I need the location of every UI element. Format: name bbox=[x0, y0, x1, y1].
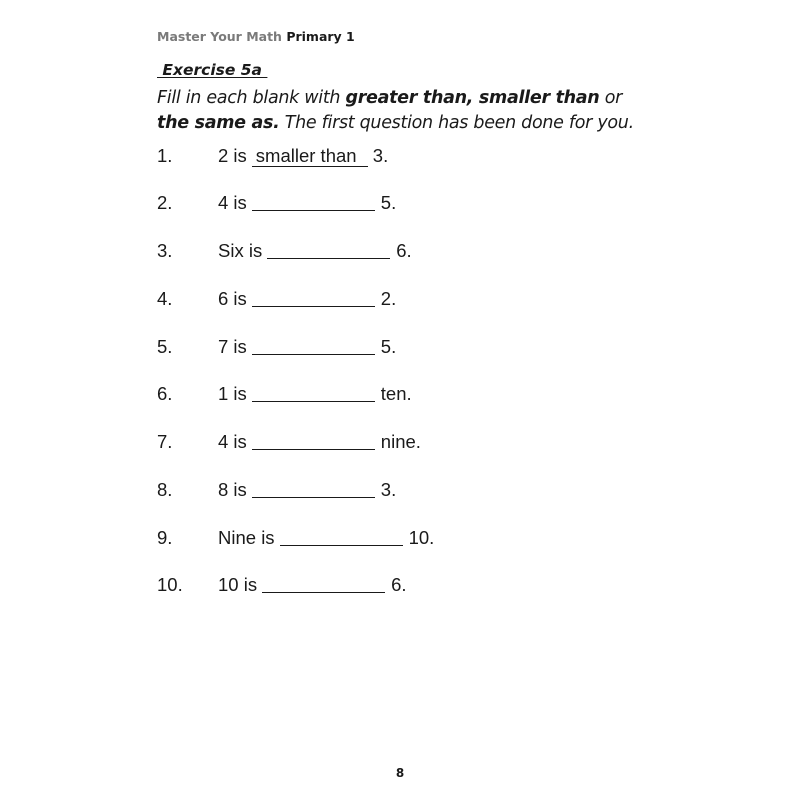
question-prefix: 6 is bbox=[218, 288, 247, 309]
instructions-text: or bbox=[599, 88, 623, 108]
question-number: 10. bbox=[157, 574, 183, 595]
question-prefix: Nine is bbox=[218, 527, 275, 548]
answer-blank[interactable] bbox=[252, 287, 375, 307]
question-5 bbox=[0, 336, 800, 362]
book-level: Primary 1 bbox=[286, 29, 355, 44]
question-6 bbox=[0, 383, 800, 409]
answer-blank[interactable] bbox=[252, 478, 375, 498]
question-suffix: nine. bbox=[380, 431, 421, 452]
question-prefix: 10 is bbox=[218, 574, 258, 595]
question-number: 2. bbox=[157, 192, 173, 213]
question-statement bbox=[218, 240, 412, 262]
question-number: 6. bbox=[157, 383, 173, 404]
question-suffix: 3. bbox=[380, 479, 397, 500]
question-number: 3. bbox=[157, 240, 173, 261]
question-statement bbox=[218, 383, 412, 405]
question-suffix: 10. bbox=[408, 527, 435, 548]
question-suffix: 2. bbox=[380, 288, 397, 309]
answer-blank[interactable] bbox=[252, 335, 375, 355]
question-prefix: 4 is bbox=[218, 192, 247, 213]
instructions-text: Fill in each blank with bbox=[157, 88, 346, 108]
question-1 bbox=[0, 145, 800, 171]
question-prefix: 4 is bbox=[218, 431, 247, 452]
question-number: 4. bbox=[157, 288, 173, 309]
instructions-line-2 bbox=[157, 111, 717, 136]
instructions-keyword-same: the same as. bbox=[157, 113, 280, 133]
question-number: 7. bbox=[157, 431, 173, 452]
question-number: 1. bbox=[157, 145, 173, 166]
instructions bbox=[157, 86, 717, 136]
question-number: 8. bbox=[157, 479, 173, 500]
question-statement bbox=[218, 336, 396, 358]
question-statement bbox=[218, 431, 421, 453]
question-suffix: 3. bbox=[372, 145, 389, 166]
question-3 bbox=[0, 240, 800, 266]
question-statement bbox=[218, 192, 396, 214]
question-suffix: 6. bbox=[396, 240, 412, 261]
question-statement bbox=[218, 574, 407, 596]
answer-blank[interactable] bbox=[252, 430, 375, 450]
question-4 bbox=[0, 288, 800, 314]
question-8 bbox=[0, 479, 800, 505]
question-statement bbox=[218, 527, 434, 549]
question-number: 9. bbox=[157, 527, 173, 548]
question-prefix: 7 is bbox=[218, 336, 247, 357]
book-series-title: Master Your Math bbox=[157, 29, 282, 44]
question-9 bbox=[0, 527, 800, 553]
question-statement bbox=[218, 479, 396, 501]
instructions-line-1 bbox=[157, 86, 717, 111]
question-number: 5. bbox=[157, 336, 173, 357]
answer-blank[interactable] bbox=[252, 191, 375, 211]
question-statement bbox=[218, 145, 388, 167]
page-header bbox=[157, 29, 355, 44]
answer-blank[interactable] bbox=[262, 573, 385, 593]
instructions-keyword-smaller: smaller than bbox=[478, 88, 600, 108]
instructions-text: The first question has been done for you. bbox=[279, 113, 634, 133]
example-answer: smaller than bbox=[252, 146, 368, 167]
question-suffix: 5. bbox=[380, 192, 397, 213]
question-prefix: 1 is bbox=[218, 383, 247, 404]
question-prefix: 2 is bbox=[218, 145, 247, 166]
question-10 bbox=[0, 574, 800, 600]
instructions-separator: , bbox=[466, 88, 479, 108]
question-suffix: 5. bbox=[380, 336, 397, 357]
page-number: 8 bbox=[395, 766, 405, 780]
instructions-keyword-greater: greater than bbox=[345, 88, 467, 108]
question-statement bbox=[218, 288, 396, 310]
question-prefix: Six is bbox=[218, 240, 263, 261]
question-2 bbox=[0, 192, 800, 218]
exercise-title: Exercise 5a bbox=[157, 61, 268, 79]
question-7 bbox=[0, 431, 800, 457]
answer-blank[interactable] bbox=[267, 239, 390, 259]
question-prefix: 8 is bbox=[218, 479, 247, 500]
answer-blank[interactable] bbox=[280, 526, 403, 546]
answer-blank[interactable] bbox=[252, 382, 375, 402]
question-suffix: ten. bbox=[380, 383, 412, 404]
question-suffix: 6. bbox=[391, 574, 407, 595]
